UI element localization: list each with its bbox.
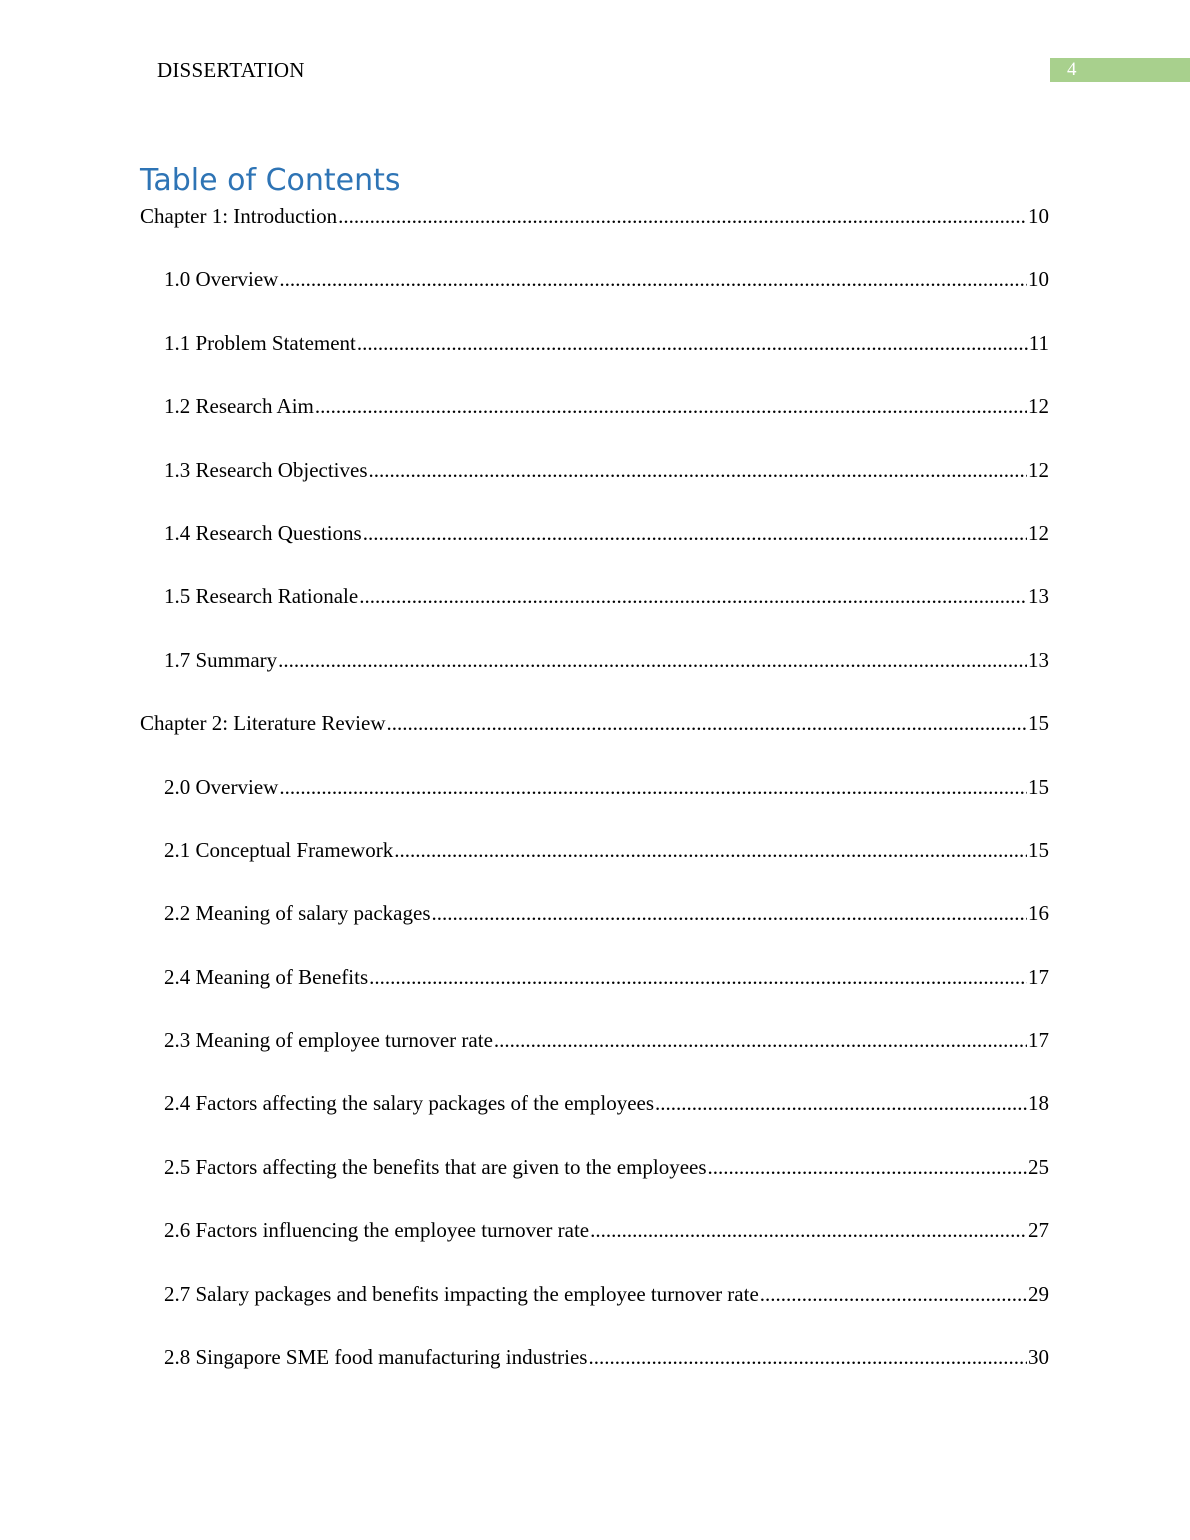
toc-entry-2-8[interactable] [140,1343,1049,1406]
toc-entry-2-5[interactable] [140,1153,1049,1216]
page-number-badge: 4 [1050,58,1190,82]
toc-entry-label: 2.4 Factors affecting the salary packages of the employees [164,1091,655,1116]
toc-entry-label: 1.3 Research Objectives [164,457,368,482]
toc-entry-1-5[interactable] [140,582,1049,645]
dot-leader [338,202,1027,230]
toc-entry-1-4[interactable] [140,519,1049,582]
toc-entry-label: Chapter 1: Introduction [140,204,338,228]
toc-entry-label: 2.0 Overview [164,774,279,799]
toc-entry-label: 2.5 Factors affecting the benefits that are given to the employees [164,1154,707,1179]
toc-entry-label: 1.1 Problem Statement [164,330,356,355]
toc-entry-label: 1.5 Research Rationale [164,584,359,609]
running-header: DISSERTATION [157,58,305,82]
toc-entry-page: 12 [1028,520,1049,545]
toc-entry-label: 2.4 Meaning of Benefits [164,964,369,989]
toc-entry-page: 13 [1028,647,1049,672]
toc-entry-page: 15 [1028,774,1049,799]
dot-leader [387,709,1028,737]
toc-entry-page: 12 [1028,394,1049,419]
toc-entry-chapter-2[interactable] [140,709,1049,772]
dot-leader [369,456,1027,484]
toc-entry-2-2[interactable] [140,899,1049,962]
toc-entry-2-1[interactable] [140,836,1049,899]
dot-leader [278,646,1027,674]
toc-entry-2-4-benefits[interactable] [140,963,1049,1026]
dot-leader [588,1343,1027,1371]
dot-leader [363,519,1027,547]
toc-entry-label: 1.0 Overview [164,267,279,292]
dot-leader [590,1216,1027,1244]
toc-entry-1-3[interactable] [140,456,1049,519]
toc-entry-label: 2.2 Meaning of salary packages [164,901,431,926]
toc-entry-label: 1.7 Summary [164,647,278,672]
toc-entry-label: 2.7 Salary packages and benefits impacting the employee turnover rate [164,1281,759,1306]
toc-entry-chapter-1[interactable] [140,202,1049,265]
toc-entry-page: 10 [1028,204,1049,228]
toc-entry-1-2[interactable] [140,392,1049,455]
toc-entry-1-7[interactable] [140,646,1049,709]
toc-entry-page: 10 [1028,267,1049,292]
toc-entry-page: 25 [1028,1154,1049,1179]
toc-entry-2-6[interactable] [140,1216,1049,1279]
toc-entry-page: 12 [1028,457,1049,482]
dot-leader [760,1280,1027,1308]
toc-entry-page: 17 [1028,964,1049,989]
toc-list [140,202,1049,1406]
toc-entry-label: 1.4 Research Questions [164,520,362,545]
toc-entry-page: 27 [1028,1218,1049,1243]
dot-leader [359,582,1027,610]
toc-entry-label: Chapter 2: Literature Review [140,711,386,736]
dot-leader [708,1153,1027,1181]
toc-entry-page: 17 [1028,1028,1049,1053]
toc-entry-2-4-factors[interactable] [140,1089,1049,1152]
toc-entry-page: 18 [1028,1091,1049,1116]
toc-entry-page: 11 [1028,330,1049,355]
dot-leader [432,899,1028,927]
dot-leader [494,1026,1027,1054]
toc-entry-label: 2.8 Singapore SME food manufacturing industries [164,1345,588,1370]
toc-entry-page: 30 [1028,1345,1049,1370]
toc-entry-page: 16 [1028,901,1049,926]
dot-leader [369,963,1027,991]
dot-leader [655,1089,1027,1117]
toc-entry-2-0[interactable] [140,773,1049,836]
toc-entry-page: 15 [1028,837,1049,862]
dot-leader [315,392,1027,420]
toc-entry-2-3[interactable] [140,1026,1049,1089]
toc-entry-label: 2.6 Factors influencing the employee turnover rate [164,1218,590,1243]
toc-entry-label: 2.3 Meaning of employee turnover rate [164,1028,493,1053]
dot-leader [394,836,1027,864]
toc-entry-page: 15 [1028,711,1049,736]
toc-entry-1-1[interactable] [140,329,1049,392]
dot-leader [279,265,1027,293]
toc-entry-label: 1.2 Research Aim [164,394,314,419]
dot-leader [279,773,1027,801]
toc-entry-2-7[interactable] [140,1280,1049,1343]
toc-entry-page: 13 [1028,584,1049,609]
toc-heading: Table of Contents [140,163,401,198]
toc-entry-label: 2.1 Conceptual Framework [164,837,394,862]
toc-entry-page: 29 [1028,1281,1049,1306]
dot-leader [357,329,1028,357]
toc-entry-1-0[interactable] [140,265,1049,328]
